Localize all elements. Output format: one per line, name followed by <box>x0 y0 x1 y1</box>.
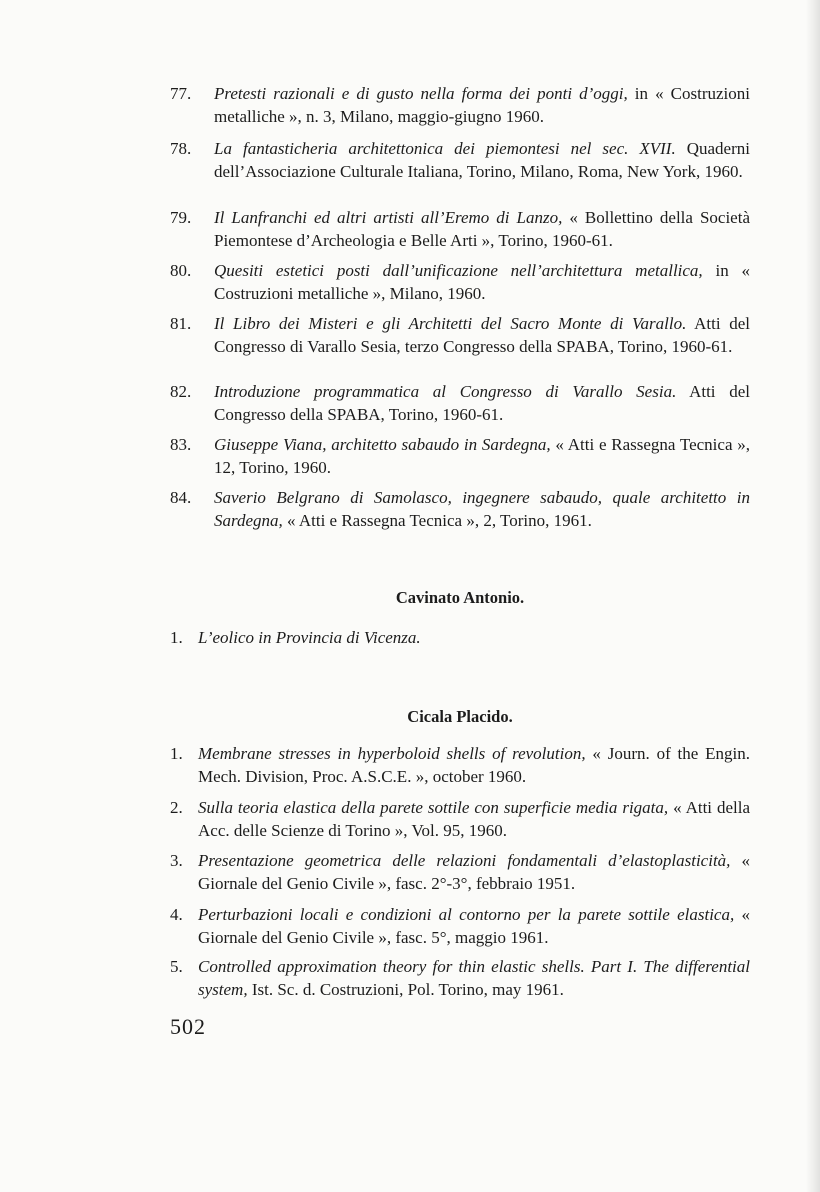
entry-source: Quaderni dell’Associazione Culturale Italiana, Torino, Milano, Roma, New York, 1960. <box>214 139 750 181</box>
entry-title: Quesiti estetici posti dall’unificazione nell’architettura metallica, <box>214 261 703 280</box>
bibliography-entry <box>170 259 750 305</box>
entry-source: in « Costruzioni metalliche », Milano, 1960. <box>214 261 750 303</box>
bibliography-entry <box>170 849 750 895</box>
entry-number: 83. <box>170 435 192 454</box>
entry-source: « Giornale del Genio Civile », fasc. 2°-3°, febbraio 1951. <box>198 851 750 893</box>
entry-source: in « Costruzioni metalliche », n. 3, Milano, maggio-giugno 1960. <box>214 84 750 126</box>
entry-source: « Atti della Acc. delle Scienze di Torino », Vol. 95, 1960. <box>198 798 750 840</box>
author-heading: Cavinato Antonio. <box>395 588 525 607</box>
entry-title: Giuseppe Viana, architetto sabaudo in Sardegna, <box>214 435 551 454</box>
entry-source: « Giornale del Genio Civile », fasc. 5°, maggio 1961. <box>198 905 751 947</box>
author-heading: Cicala Placido. <box>407 707 513 726</box>
bibliography-entry <box>170 742 750 788</box>
entry-title: Introduzione programmatica al Congresso di Varallo Sesia. <box>214 382 677 401</box>
entry-number: 78. <box>170 139 192 158</box>
entry-title: Sulla teoria elastica della parete sottile con superficie media rigata, <box>198 798 669 817</box>
entry-title: Saverio Belgrano di Samolasco, ingegnere sabaudo, quale architetto in Sardegna, <box>214 488 750 530</box>
entry-number: 1. <box>170 628 183 647</box>
bibliography-entry <box>170 903 750 949</box>
entry-title: Controlled approximation theory for thin elastic shells. Part I. The differential system, <box>198 957 750 999</box>
bibliography-entry <box>170 82 750 128</box>
entry-number: 5. <box>170 957 183 976</box>
entry-title: Pretesti razionali e di gusto nella forma dei ponti d’oggi, <box>214 84 628 103</box>
bibliography-entry <box>170 796 750 842</box>
entry-number: 79. <box>170 208 192 227</box>
entry-source: « Journ. of the Engin. Mech. Division, Proc. A.S.C.E. », october 1960. <box>198 744 750 786</box>
entry-title: Presentazione geometrica delle relazioni fondamentali d’elastoplasticità, <box>198 851 731 870</box>
bibliography-entry <box>170 137 750 183</box>
bibliography-entry <box>170 486 750 532</box>
bibliography-entry <box>170 433 750 479</box>
entry-source: Ist. Sc. d. Costruzioni, Pol. Torino, may 1961. <box>247 980 564 999</box>
entry-title: Il Libro dei Misteri e gli Architetti del Sacro Monte di Varallo. <box>214 314 687 333</box>
page-edge-shadow <box>806 0 820 1192</box>
entry-number: 2. <box>170 798 183 817</box>
page-number: 502 <box>170 1014 206 1039</box>
entry-title: Perturbazioni locali e condizioni al contorno per la parete sottile elastica, <box>198 905 735 924</box>
entry-source: « Bollettino della Società Piemontese d’Archeologia e Belle Arti », Torino, 1960-61. <box>214 208 750 250</box>
entry-number: 3. <box>170 851 183 870</box>
entry-title: Membrane stresses in hyperboloid shells of revolution, <box>198 744 586 763</box>
entry-source: Atti del Congresso di Varallo Sesia, terzo Congresso della SPABA, Torino, 1960-61. <box>214 314 751 356</box>
entry-title: Il Lanfranchi ed altri artisti all’Eremo di Lanzo, <box>214 208 563 227</box>
entry-source: « Atti e Rassegna Tecnica », 2, Torino, 1961. <box>282 511 592 530</box>
bibliography-entry <box>170 955 750 1001</box>
entry-source: Atti del Congresso della SPABA, Torino, 1960-61. <box>214 382 750 424</box>
entry-source: « Atti e Rassegna Tecnica », 12, Torino, 1960. <box>214 435 751 477</box>
entry-number: 1. <box>170 744 183 763</box>
bibliography-entry <box>170 626 750 649</box>
entry-number: 82. <box>170 382 192 401</box>
entry-number: 80. <box>170 261 192 280</box>
bibliography-entry <box>170 206 750 252</box>
entry-title: L’eolico in Provincia di Vicenza. <box>198 628 421 647</box>
entry-number: 84. <box>170 488 192 507</box>
entry-title: La fantasticheria architettonica dei piemontesi nel sec. XVII. <box>214 139 676 158</box>
bibliography-entry <box>170 380 750 426</box>
entry-number: 77. <box>170 84 192 103</box>
bibliography-entry <box>170 312 750 358</box>
entry-number: 4. <box>170 905 183 924</box>
entry-number: 81. <box>170 314 192 333</box>
